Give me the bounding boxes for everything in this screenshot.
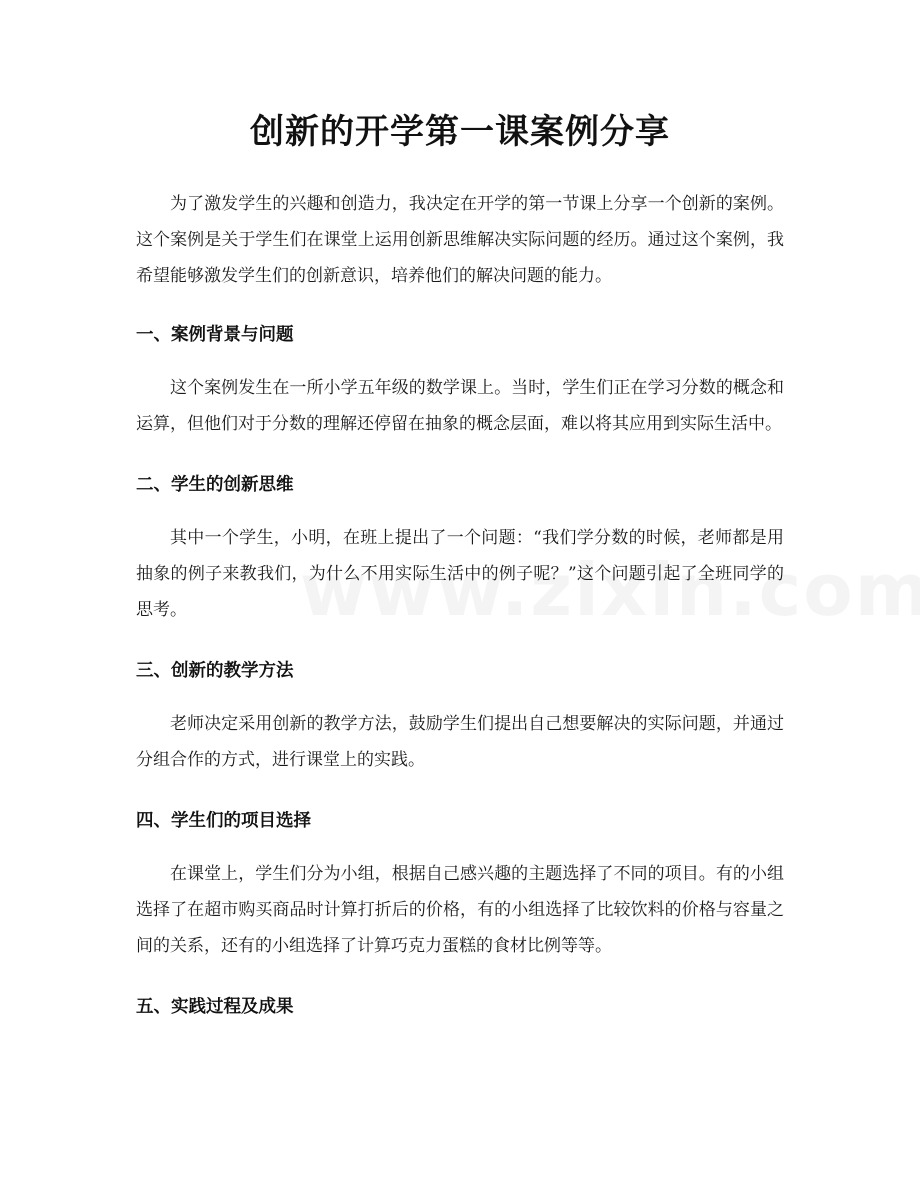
section-body-2: 其中一个学生，小明，在班上提出了一个问题：“我们学分数的时候，老师都是用抽象的例子来教我们，为什么不用实际生活中的例子呢？”这个问题引起了全班同学的思考。 [136, 528, 784, 620]
section-heading-3: 三、创新的教学方法 [136, 661, 294, 681]
section-body-4: 在课堂上，学生们分为小组，根据自己感兴趣的主题选择了不同的项目。有的小组选择了在超市购买商品时计算打折后的价格，有的小组选择了比较饮料的价格与容量之间的关系，还有的小组选择了计算巧克力蛋糕的食材比例等等。 [136, 864, 784, 956]
section-body-1: 这个案例发生在一所小学五年级的数学课上。当时，学生们正在学习分数的概念和运算，但他们对于分数的理解还停留在抽象的概念层面，难以将其应用到实际生活中。 [136, 378, 784, 434]
intro-paragraph: 为了激发学生的兴趣和创造力，我决定在开学的第一节课上分享一个创新的案例。这个案例是关于学生们在课堂上运用创新思维解决实际问题的经历。通过这个案例，我希望能够激发学生们的创新意识，培养他们的解决问题的能力。 [136, 194, 784, 286]
section-heading-5: 五、实践过程及成果 [136, 997, 294, 1017]
section-heading-1: 一、案例背景与问题 [136, 325, 294, 345]
section-heading-4: 四、学生们的项目选择 [136, 811, 311, 831]
document-title: 创新的开学第一课案例分享 [250, 112, 670, 152]
section-body-3: 老师决定采用创新的教学方法，鼓励学生们提出自己想要解决的实际问题，并通过分组合作的方式，进行课堂上的实践。 [136, 714, 784, 770]
section-heading-2: 二、学生的创新思维 [136, 475, 294, 495]
